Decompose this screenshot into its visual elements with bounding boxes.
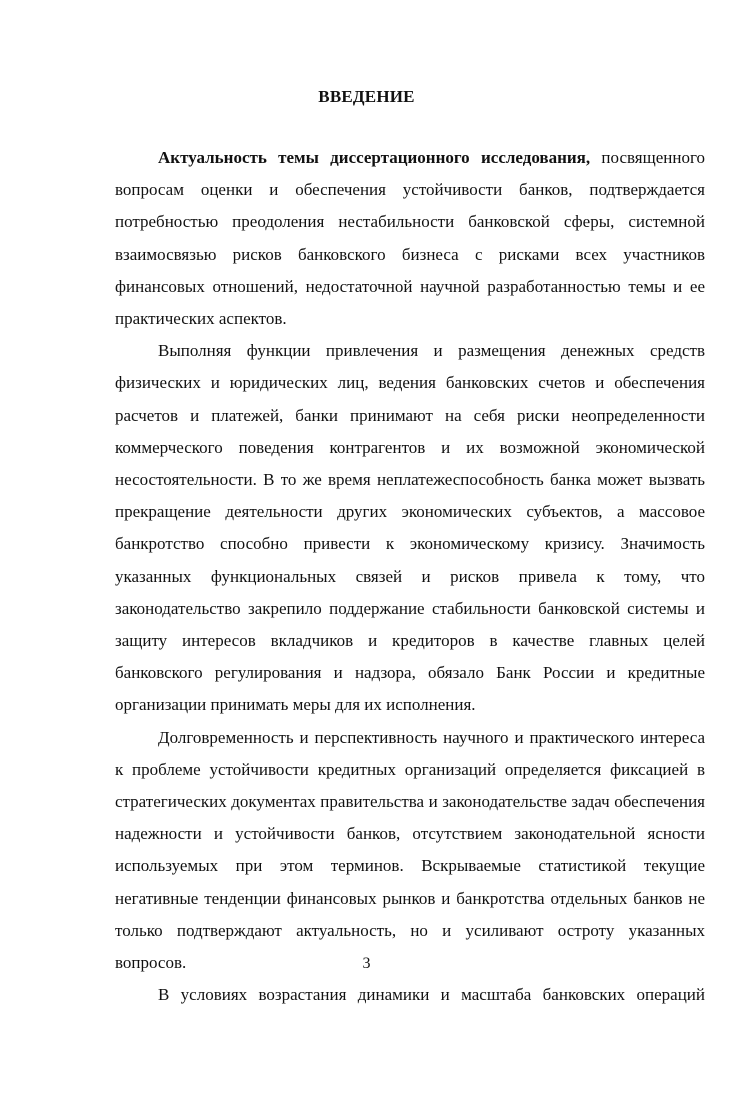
paragraph-4: В условиях возрастания динамики и масштаба банковских операций bbox=[158, 985, 705, 1005]
paragraph-1-text: посвященного вопросам оценки и обеспечения устойчивости банков, подтверждается потребностью преодоления нестабильности банковской сферы, системной взаимосвязью рисков банковского бизнеса с рисками всех участников финансовых отношений, недостаточной научной разработанностью темы и ее практических аспектов. bbox=[115, 148, 705, 329]
paragraph-3: Долговременность и перспективность научного и практического интереса к проблеме устойчивости кредитных организаций определяется фиксацией в стратегических документах правительства и законодательстве задач обеспечения надежности и устойчивости банков, отсутствием законодательной ясности используемых при этом терминов. Вскрываемые статистикой текущие негативные тенденции финансовых рынков и банкротства отдельных банков не только подтверждают актуальность, но и усиливают остроту указанных вопросов. bbox=[115, 727, 705, 973]
body-text bbox=[115, 142, 705, 1011]
paragraph-1 bbox=[115, 142, 705, 335]
page-heading: ВВЕДЕНИЕ bbox=[318, 87, 415, 106]
paragraph-2: Выполняя функции привлечения и размещения денежных средств физических и юридических лиц, ведения банковских счетов и обеспечения расчетов и платежей, банки принимают на себя риски неопределенности коммерческого поведения контрагентов и их возможной экономической несостоятельности. В то же время неплатежеспособность банка может вызвать прекращение деятельности других экономических субъектов, а массовое банкротство способно привести к экономическому кризису. Значимость указанных функциональных связей и рисков привела к тому, что законодательство закрепило поддержание стабильности банковской системы и защиту интересов вкладчиков и кредиторов в качестве главных целей банковского регулирования и надзора, обязало Банк России и кредитные организации принимать меры для их исполнения. bbox=[115, 341, 705, 715]
page-number: 3 bbox=[362, 955, 371, 972]
paragraph-1-lead: Актуальность темы диссертационного исследования, bbox=[158, 148, 591, 167]
